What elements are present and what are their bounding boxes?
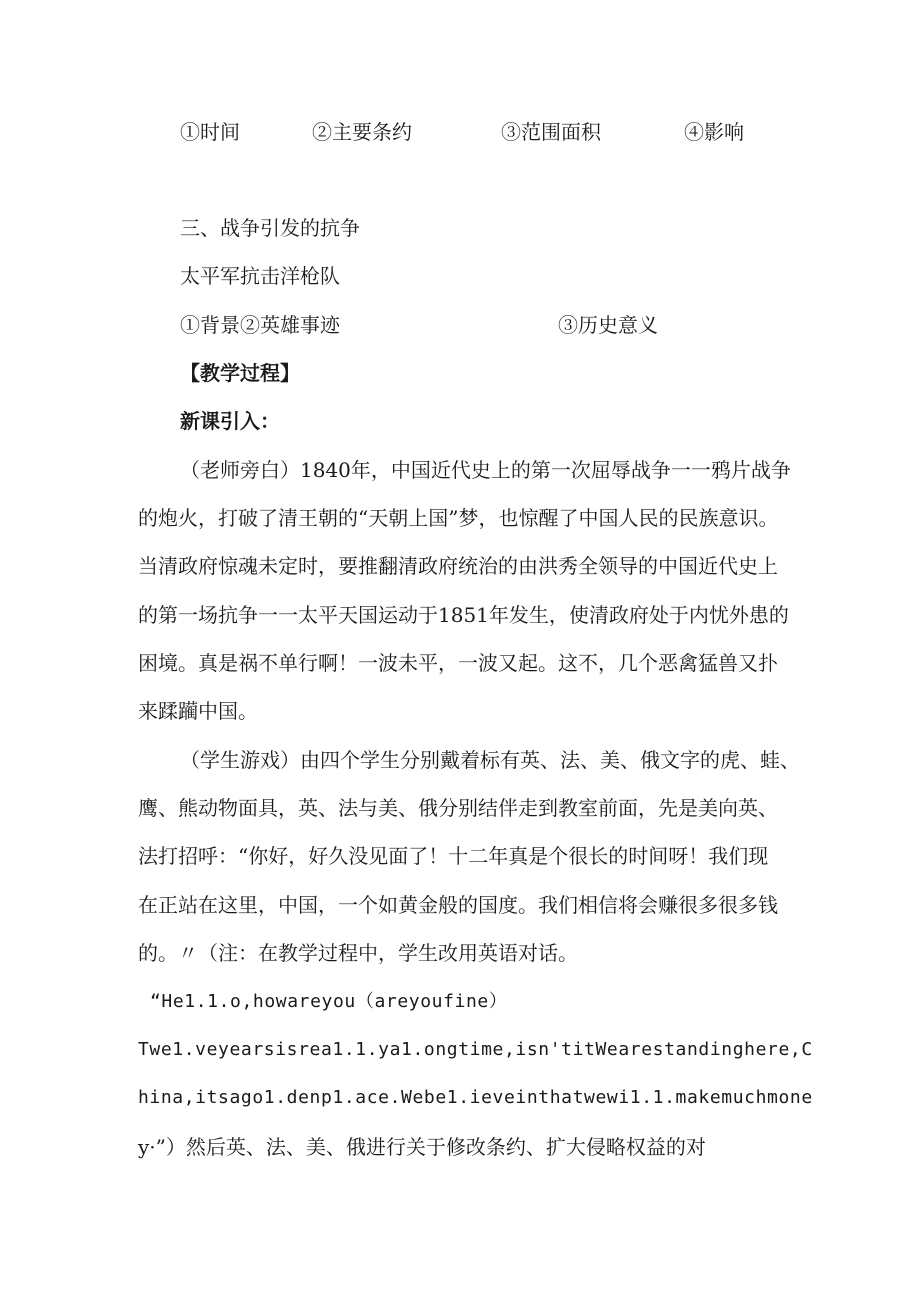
- intro-heading: 新课引入：: [180, 409, 280, 433]
- paragraph-line: 在正站在这里，中国，一个如黄金般的国度。我们相信将会赚很多很多钱: [138, 893, 778, 917]
- paragraph-line: 来蹂躏中国。: [138, 699, 258, 723]
- paragraph-line: 的炮火，打破了清王朝的“天朝上国”梦，也惊醒了中国人民的民族意识。: [138, 506, 779, 530]
- paragraph-line: 的第一场抗争一一太平天国运动于1851年发生，使清政府处于内忧外患的: [138, 603, 789, 627]
- paragraph-line: 鹰、熊动物面具，英、法与美、俄分别结伴走到教室前面，先是美向英、: [138, 796, 778, 820]
- paragraph-line: （老师旁白）1840年，中国近代史上的第一次屈辱战争一一鸦片战争: [180, 458, 791, 482]
- english-line: Twe1.veyearsisrea1.1.ya1.ongtime,isn'titWearestandinghere,C: [138, 1039, 813, 1060]
- outline-item-area: ③范围面积: [501, 120, 601, 144]
- outline-item-treaties: ②主要条约: [312, 120, 412, 144]
- paragraph-line: 当清政府惊魂未定时，要推翻清政府统治的由洪秀全领导的中国近代史上: [138, 554, 778, 578]
- english-line: y·”）然后英、法、美、俄进行关于修改条约、扩大侵略权益的对: [138, 1135, 706, 1159]
- subtitle: 太平军抗击洋枪队: [180, 264, 340, 288]
- paragraph-line: 法打招呼：“你好，好久没见面了！十二年真是个很长的时间呀！我们现: [138, 844, 769, 868]
- outline-item-time: ①时间: [180, 120, 240, 144]
- english-line: “He1.1.o,howareyou（areyoufine）: [150, 991, 508, 1012]
- english-line: hina,itsago1.denp1.ace.Webe1.ieveinthatwewi1.1.makemuchmone: [138, 1087, 813, 1108]
- paragraph-line: （学生游戏）由四个学生分别戴着标有英、法、美、俄文字的虎、蛙、: [180, 748, 800, 772]
- outline-item-significance: ③历史意义: [558, 313, 658, 337]
- process-heading: 【教学过程】: [180, 361, 300, 385]
- outline-item-impact: ④影响: [684, 120, 744, 144]
- section-title: 三、战争引发的抗争: [180, 216, 360, 240]
- paragraph-line: 的。〃（注：在教学过程中，学生改用英语对话。: [138, 941, 578, 965]
- paragraph-line: 困境。真是祸不单行啊！一波未平，一波又起。这不，几个恶禽猛兽又扑: [138, 651, 778, 675]
- outline-item-background: ①背景②英雄事迹: [180, 313, 340, 337]
